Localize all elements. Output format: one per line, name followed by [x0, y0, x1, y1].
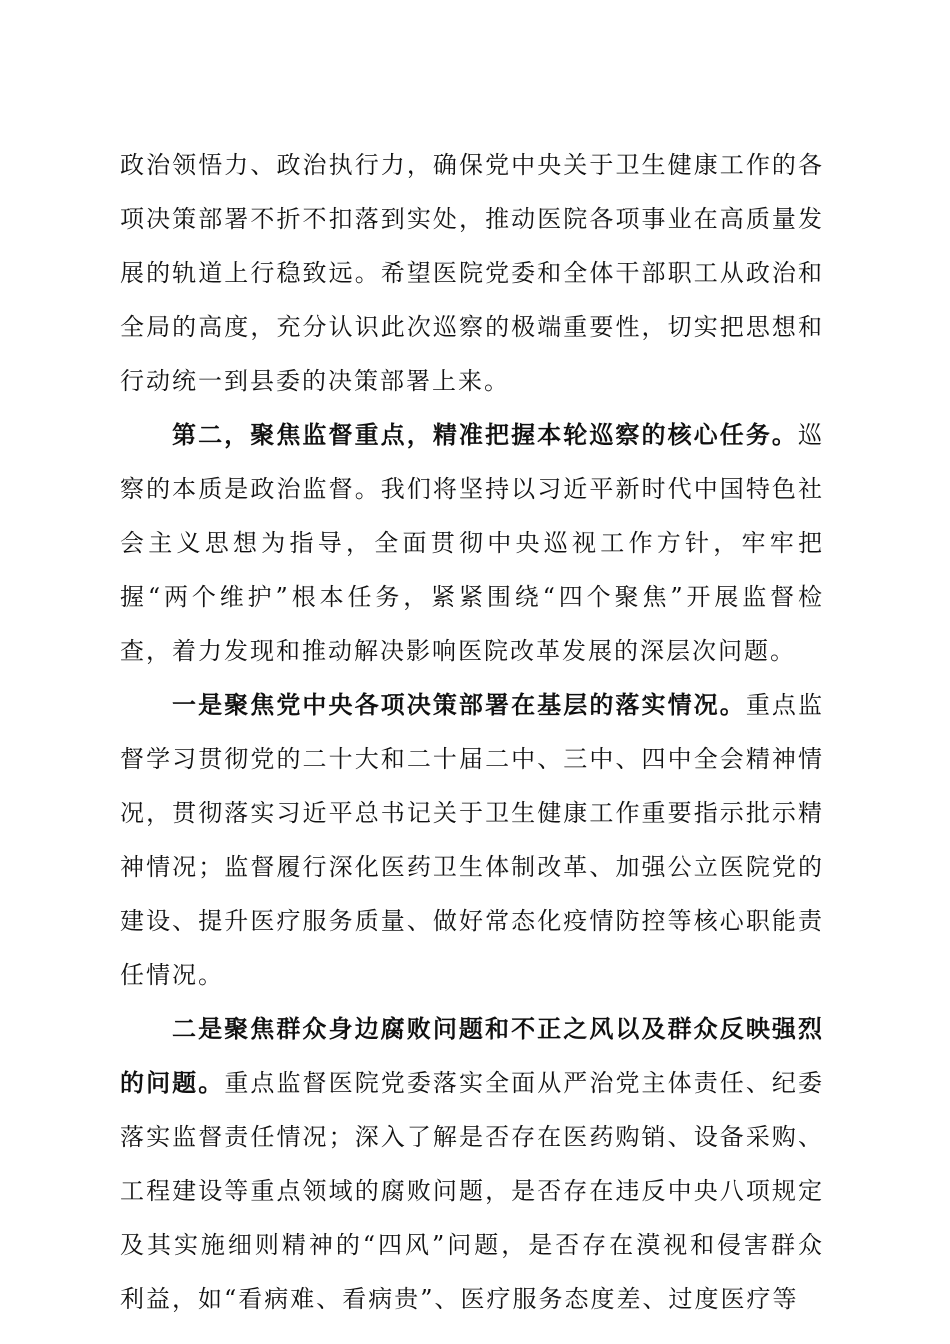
- paragraph-focus-two: [120, 1002, 824, 1326]
- paragraph-second-point: [120, 408, 824, 678]
- paragraph-heading: 一是聚焦党中央各项决策部署在基层的落实情况。: [172, 690, 746, 719]
- paragraph-text: 重点监督学习贯彻党的二十大和二十届二中、三中、四中全会精神情况，贯彻落实习近平总书记关于卫生健康工作重要指示批示精神情况；监督履行深化医药卫生体制改革、加强公立医院党的建设、提升医疗服务质量、做好常态化疫情防控等核心职能责任情况。: [120, 691, 825, 989]
- paragraph-text: 重点监督医院党委落实全面从严治党主体责任、纪委落实监督责任情况；深入了解是否存在医药购销、设备采购、工程建设等重点领域的腐败问题，是否存在违反中央八项规定及其实施细则精神的“四风”问题，是否存在漠视和侵害群众利益，如“看病难、看病贵”、医疗服务态度差、过度医疗等: [120, 1069, 825, 1313]
- paragraph-text: 政治领悟力、政治执行力，确保党中央关于卫生健康工作的各项决策部署不折不扣落到实处，推动医院各项事业在高质量发展的轨道上行稳致远。希望医院党委和全体干部职工从政治和全局的高度，充分认识此次巡察的极端重要性，切实把思想和行动统一到县委的决策部署上来。: [120, 151, 824, 395]
- paragraph-continuation: [120, 138, 824, 408]
- paragraph-heading: 二是聚焦群众身边腐败问题和不正之风以及群众反映强烈的问题。: [120, 1014, 824, 1097]
- paragraph-focus-one: [120, 678, 824, 1002]
- paragraph-text: 巡察的本质是政治监督。我们将坚持以习近平新时代中国特色社会主义思想为指导，全面贯彻中央巡视工作方针，牢牢把握“两个维护”根本任务，紧紧围绕“四个聚焦”开展监督检查，着力发现和推动解决影响医院改革发展的深层次问题。: [120, 421, 824, 665]
- paragraph-heading: 第二，聚焦监督重点，精准把握本轮巡察的核心任务。: [172, 420, 798, 449]
- document-body: [120, 138, 824, 1326]
